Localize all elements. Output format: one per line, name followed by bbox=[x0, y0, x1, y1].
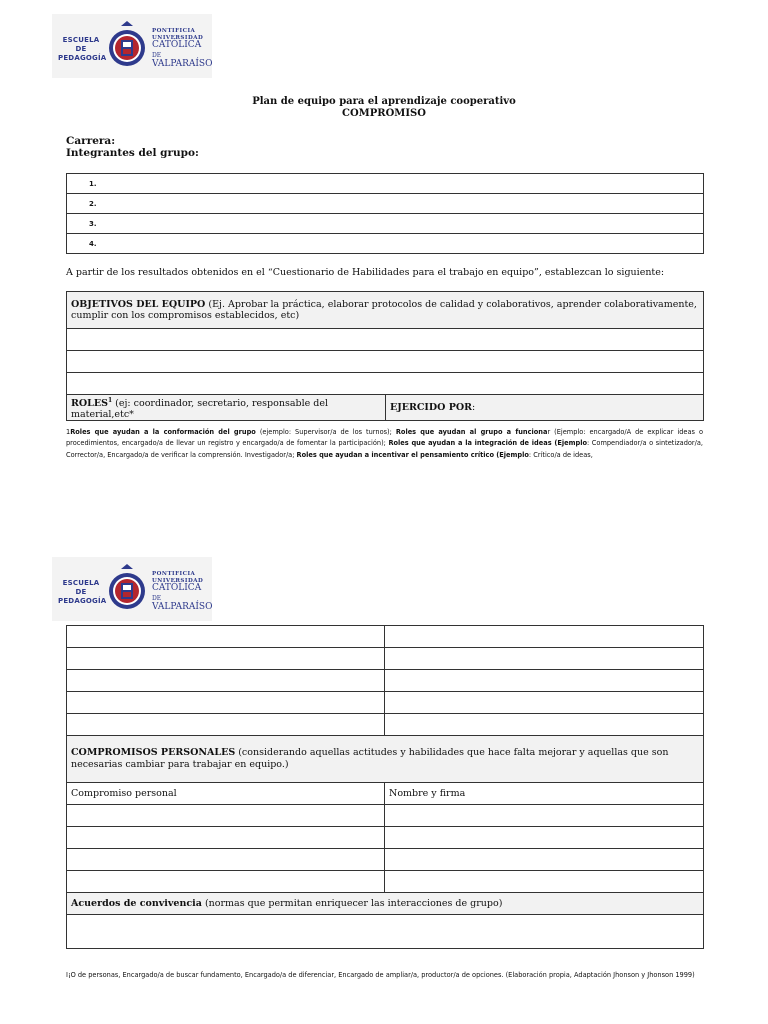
objective-row[interactable] bbox=[67, 329, 704, 351]
objective-row[interactable] bbox=[67, 351, 704, 373]
roles-continued-table bbox=[66, 625, 704, 949]
university-name bbox=[152, 28, 212, 70]
school-name-line1: ESCUELA DE bbox=[62, 36, 100, 53]
objectives-description: (Ej. Aprobar la práctica, elaborar protocolos de calidad y colaborativos, aprender colaborativamente, cumplir con los compromisos establecidos, etc) bbox=[71, 299, 697, 321]
commitments-header bbox=[67, 736, 704, 783]
footnote-continued: I¡O de personas, Encargado/a de buscar fundamento, Encargado/a de diferenciar, Encargado de ampliar/a, productor/a de opciones. (Elaboración propia, Adaptación Jhonson y Jhonson 1999) bbox=[66, 971, 695, 979]
member-cell[interactable] bbox=[67, 194, 704, 214]
role-cell[interactable] bbox=[67, 626, 385, 648]
member-row bbox=[67, 174, 704, 194]
footnote-text: : Compendiador/a o sintetizador/a, Corrector/a, Encargado/a de verificar la comprensión. Investigador/a; bbox=[66, 439, 703, 459]
signature-cell[interactable] bbox=[385, 827, 704, 849]
ejercido-cell[interactable] bbox=[385, 692, 704, 714]
ejercido-cell[interactable] bbox=[385, 714, 704, 736]
university-name-de: DE bbox=[152, 51, 162, 59]
agreements-cell[interactable] bbox=[67, 915, 704, 949]
signature-cell[interactable] bbox=[385, 849, 704, 871]
school-name-line2: PEDAGOGÍA bbox=[58, 54, 107, 62]
footnote-text: : Crítico/a de ideas, bbox=[528, 450, 593, 459]
member-number: 2. bbox=[89, 200, 97, 208]
role-cell[interactable] bbox=[67, 714, 385, 736]
commitment-cell[interactable] bbox=[67, 805, 385, 827]
footnote-text: (ejemplo: Supervisor/a de los turnos); bbox=[255, 428, 396, 436]
roles-heading: ROLES bbox=[71, 398, 108, 410]
school-name bbox=[58, 579, 107, 606]
role-cell[interactable] bbox=[67, 648, 385, 670]
university-seal-icon bbox=[108, 20, 146, 70]
agreements-heading: Acuerdos de convivencia bbox=[71, 898, 202, 909]
member-row bbox=[67, 194, 704, 214]
university-name-de: DE bbox=[152, 594, 162, 602]
university-name-line2: UNIVERSIDAD bbox=[152, 34, 204, 41]
integrantes-label: Integrantes del grupo: bbox=[66, 147, 199, 159]
footnote-role-function: Roles que ayudan al grupo a funciona bbox=[395, 428, 548, 436]
member-row bbox=[67, 234, 704, 254]
member-number: 1. bbox=[89, 180, 97, 188]
university-name-line3: CATÓLICA bbox=[152, 583, 202, 593]
ejercido-colon: : bbox=[472, 402, 476, 414]
school-name-line2: PEDAGOGÍA bbox=[58, 597, 107, 605]
role-cell[interactable] bbox=[67, 692, 385, 714]
member-number: 4. bbox=[89, 240, 97, 248]
ejercido-cell[interactable] bbox=[385, 626, 704, 648]
member-cell[interactable] bbox=[67, 174, 704, 194]
objective-row[interactable] bbox=[67, 373, 704, 395]
members-table bbox=[66, 173, 704, 254]
commitment-cell[interactable] bbox=[67, 871, 385, 893]
member-cell[interactable] bbox=[67, 234, 704, 254]
university-name bbox=[152, 571, 212, 613]
agreements-description: (normas que permitan enriquecer las interacciones de grupo) bbox=[201, 898, 503, 909]
ejercido-cell[interactable] bbox=[385, 670, 704, 692]
school-logo bbox=[52, 557, 212, 621]
member-row bbox=[67, 214, 704, 234]
commitment-column-header: Compromiso personal bbox=[67, 783, 385, 805]
footnote-text: r (Ejemplo: encargado/A de explicar ideas o procedimientos, encargado/a de llevar un registro y encargado/a de fomentar la participación); bbox=[66, 428, 703, 448]
name-signature-column-header: Nombre y firma bbox=[385, 783, 704, 805]
commitment-cell[interactable] bbox=[67, 849, 385, 871]
university-name-line4: VALPARAÍSO bbox=[152, 602, 213, 612]
roles-footnote bbox=[66, 427, 703, 461]
university-name-line2: UNIVERSIDAD bbox=[152, 577, 204, 584]
footnote-number: 1 bbox=[66, 428, 71, 436]
document-title: Plan de equipo para el aprendizaje cooperativo bbox=[252, 96, 516, 107]
commitments-description: (considerando aquellas actitudes y habilidades que hace falta mejorar y aquellas que son necesarias cambiar para trabajar en equipo.) bbox=[71, 747, 669, 770]
objectives-header bbox=[67, 292, 704, 329]
signature-cell[interactable] bbox=[385, 805, 704, 827]
school-name bbox=[58, 36, 107, 63]
role-cell[interactable] bbox=[67, 670, 385, 692]
document-subtitle: COMPROMISO bbox=[342, 108, 426, 119]
school-name-line1: ESCUELA DE bbox=[62, 579, 100, 596]
university-name-line3: CATÓLICA bbox=[152, 40, 202, 50]
ejercido-header bbox=[386, 395, 704, 421]
footnote-role-integration: Roles que ayudan a la integración de ideas (Ejemplo bbox=[388, 439, 588, 448]
university-name-line1: PONTIFICIA bbox=[152, 28, 196, 34]
university-seal-icon bbox=[108, 563, 146, 613]
objectives-heading: OBJETIVOS DEL EQUIPO bbox=[71, 299, 206, 310]
member-number: 3. bbox=[89, 220, 97, 228]
signature-cell[interactable] bbox=[385, 871, 704, 893]
commitment-cell[interactable] bbox=[67, 827, 385, 849]
school-logo bbox=[52, 14, 212, 78]
commitments-heading: COMPROMISOS PERSONALES bbox=[71, 747, 236, 758]
agreements-header bbox=[67, 893, 704, 915]
footnote-role-critical: Roles que ayudan a incentivar el pensamiento crítico (Ejemplo bbox=[296, 450, 529, 459]
ejercido-heading: EJERCIDO POR bbox=[390, 402, 473, 414]
footnote-role-group: Roles que ayudan a la conformación del grupo bbox=[70, 428, 256, 436]
roles-footnote-marker: 1 bbox=[107, 397, 113, 404]
university-name-line4: VALPARAÍSO bbox=[152, 59, 213, 69]
carrera-label: Carrera: bbox=[66, 135, 116, 147]
intro-text: A partir de los resultados obtenidos en el “Cuestionario de Habilidades para el trabajo en equipo”, establezcan lo siguiente: bbox=[66, 267, 665, 278]
ejercido-cell[interactable] bbox=[385, 648, 704, 670]
university-name-line1: PONTIFICIA bbox=[152, 571, 196, 577]
roles-header bbox=[67, 395, 386, 421]
member-cell[interactable] bbox=[67, 214, 704, 234]
objectives-table bbox=[66, 291, 704, 421]
roles-description: (ej: coordinador, secretario, responsable del material,etc* bbox=[71, 398, 328, 421]
